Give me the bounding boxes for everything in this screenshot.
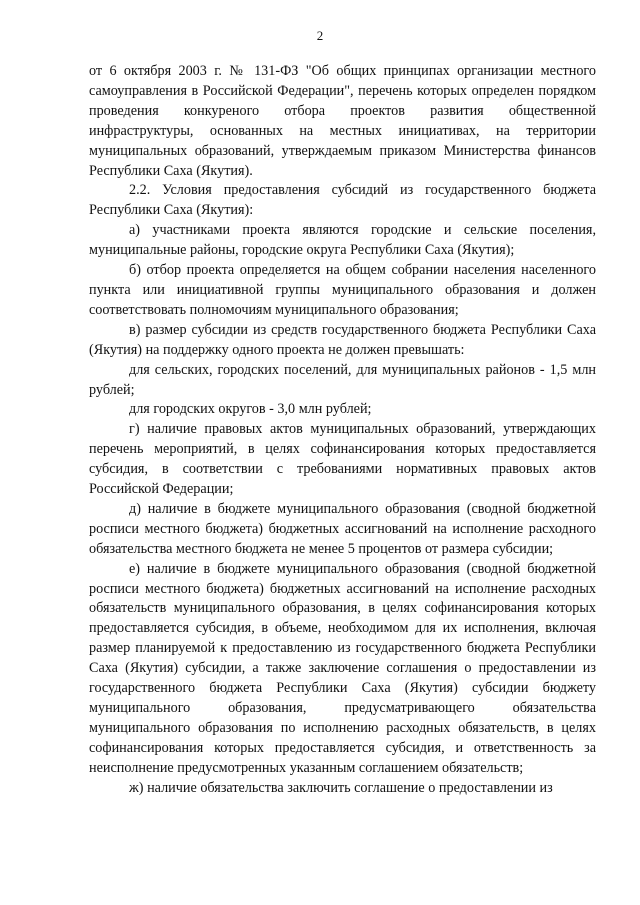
paragraph-item-zh: ж) наличие обязательства заключить соглашение о предоставлении из [129,779,553,796]
paragraph-intro-continuation: от 6 октября 2003 г. № 131-ФЗ "Об общих принципах организации местного самоуправления в Российской Федерации", перечень которых определен порядком проведения конкуреного отбора проектов развития общественной инфраструктуры, основанных на местных инициативах, на территории муниципальных образований, утверждаемым приказом Министерства финансов Республики Саха (Якутия). [89,63,596,179]
document-body [89,62,596,799]
paragraph-item-e: е) наличие в бюджете муниципального образования (сводной бюджетной росписи местного бюджета) бюджетных ассигнований на исполнение расходных обязательств муниципального образования, в целях софинансирования которых предоставляется субсидия, в объеме, необходимом для их исполнения, включая размер планируемой к предоставлению из государственного бюджета Республики Саха (Якутия) субсидии, а также заключение соглашения о предоставлении из государственного бюджета Республики Саха (Якутия) субсидии бюджету муниципального образования, предусматривающего обязательства муниципального образования по исполнению расходных обязательств, в целях софинансирования которых предоставляется субсидия, и ответственность за неисполнение предусмотренных указанным соглашением обязательств; [89,560,596,776]
paragraph-item-g: г) наличие правовых актов муниципальных образований, утверждающих перечень мероприятий, в целях софинансирования которых предоставляется субсидия, в соответствии с требованиями нормативных правовых актов Российской Федерации; [89,421,596,498]
paragraph-item-d: д) наличие в бюджете муниципального образования (сводной бюджетной росписи местного бюджета) бюджетных ассигнований на исполнение расходного обязательства местного бюджета не менее 5 процентов от размера субсидии; [89,500,596,557]
page-number: 2 [316,28,324,43]
paragraph-limit-settlements: для сельских, городских поселений, для муниципальных районов - 1,5 млн рублей; [89,361,596,398]
paragraph-section-2-2: 2.2. Условия предоставления субсидий из государственного бюджета Республики Саха (Якутия): [89,182,596,219]
paragraph-item-a: а) участниками проекта являются городские и сельские поселения, муниципальные районы, городские округа Республики Саха (Якутия); [89,222,596,259]
paragraph-item-b: б) отбор проекта определяется на общем собрании населения населенного пункта или инициативной группы муниципального образования и должен соответствовать полномочиям муниципального образования; [89,262,596,318]
paragraph-item-v: в) размер субсидии из средств государственного бюджета Республики Саха (Якутия) на поддержку одного проекта не должен превышать: [89,321,596,358]
paragraph-limit-urban-districts: для городских округов - 3,0 млн рублей; [129,401,372,418]
